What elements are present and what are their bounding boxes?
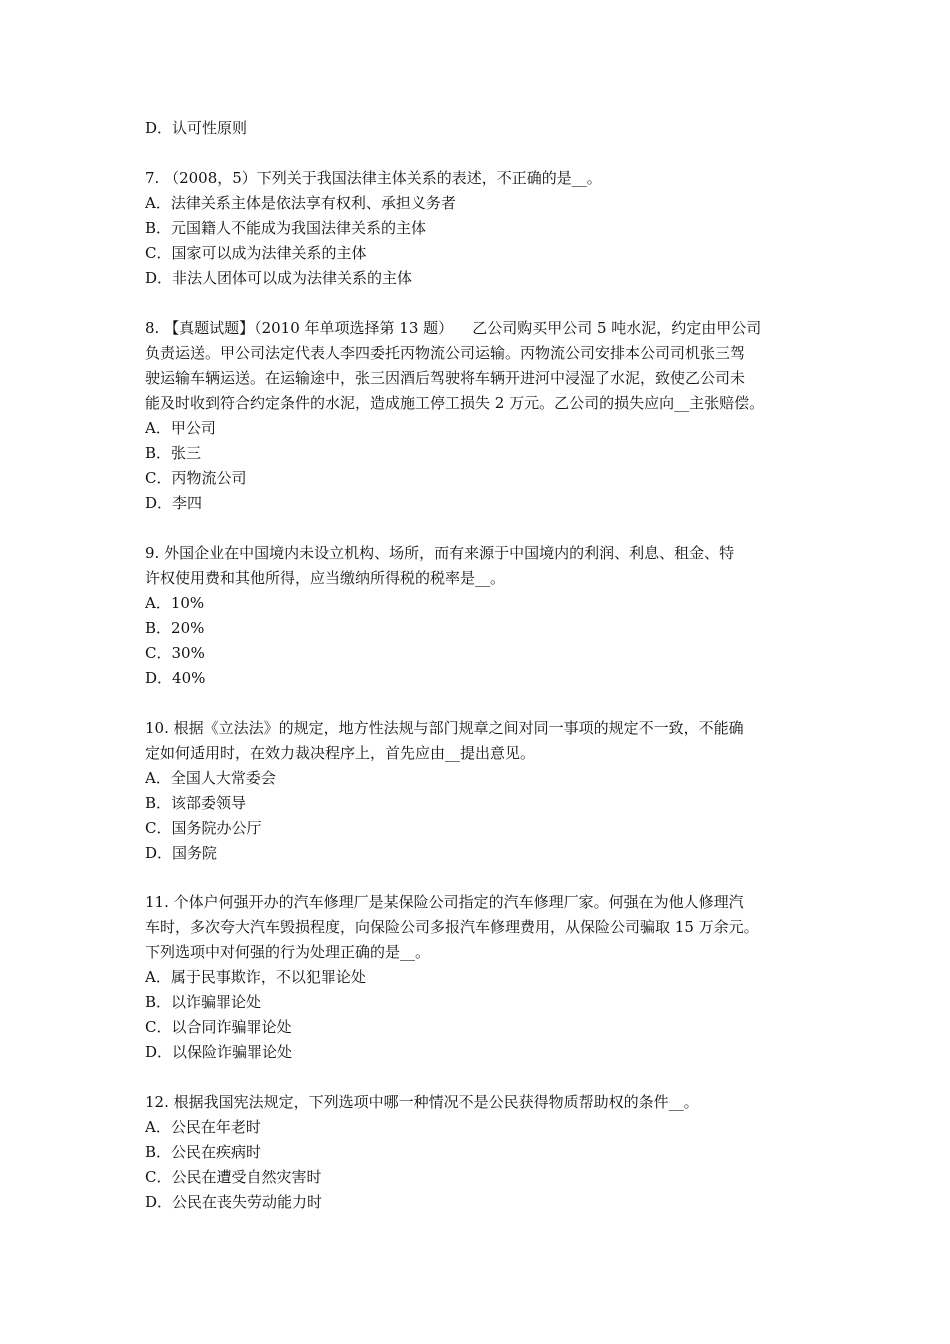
option-d: D．40% (145, 668, 206, 687)
question-stem: 能及时收到符合约定条件的水泥，造成施工停工损失 2 万元。乙公司的损失应向__主张赔偿。 (145, 393, 765, 412)
question-10 (145, 716, 810, 866)
option-d: D．李四 (145, 493, 203, 512)
option-c: C．国家可以成为法律关系的主体 (145, 243, 367, 262)
question-stem: 10. 根据《立法法》的规定，地方性法规与部门规章之间对同一事项的规定不一致，不能确 (145, 718, 744, 737)
option-c: C．公民在遭受自然灾害时 (145, 1168, 322, 1187)
question-stem: 9. 外国企业在中国境内未设立机构、场所，而有来源于中国境内的利润、利息、租金、特 (145, 543, 735, 562)
question-8 (145, 316, 810, 516)
question-stem: 车时，多次夸大汽车毁损程度，向保险公司多报汽车修理费用，从保险公司骗取 15 万余元。 (145, 918, 759, 937)
question-9 (145, 541, 810, 691)
option-b: B．该部委领导 (145, 793, 247, 812)
option-a: A．属于民事欺诈，不以犯罪论处 (145, 968, 366, 987)
question-stem: 定如何适用时，在效力裁决程序上，首先应由__提出意见。 (145, 743, 536, 762)
option-d: D．认可性原则 (145, 119, 248, 137)
option-b: B．以诈骗罪论处 (145, 993, 262, 1012)
option-a: A．公民在年老时 (145, 1118, 261, 1137)
option-a: A．甲公司 (145, 418, 216, 437)
question-stem: 负责运送。甲公司法定代表人李四委托丙物流公司运输。丙物流公司安排本公司司机张三驾 (145, 343, 746, 362)
option-d: D．非法人团体可以成为法律关系的主体 (145, 268, 413, 287)
question-stem: 7. （2008，5）下列关于我国法律主体关系的表述，不正确的是__。 (145, 168, 602, 187)
option-c: C．丙物流公司 (145, 468, 247, 487)
option-b: B．张三 (145, 443, 202, 462)
option-c: C．以合同诈骗罪论处 (145, 1018, 292, 1037)
option-a: A．10% (145, 593, 205, 612)
option-a: A．全国人大常委会 (145, 768, 276, 787)
question-stem: 下列选项中对何强的行为处理正确的是__。 (145, 943, 431, 962)
question-stem: 许权使用费和其他所得，应当缴纳所得税的税率是__。 (145, 568, 506, 587)
question-6 (145, 116, 810, 141)
option-c: C．国务院办公厅 (145, 818, 262, 837)
option-b: B．公民在疾病时 (145, 1143, 262, 1162)
question-stem: 12. 根据我国宪法规定，下列选项中哪一种情况不是公民获得物质帮助权的条件__。 (145, 1093, 699, 1112)
document-page (145, 116, 810, 1215)
question-stem: 驶运输车辆运送。在运输途中，张三因酒后驾驶将车辆开进河中浸湿了水泥，致使乙公司未 (145, 368, 746, 387)
question-11 (145, 890, 810, 1065)
question-stem: 11. 个体户何强开办的汽车修理厂是某保险公司指定的汽车修理厂家。何强在为他人修理汽 (145, 893, 744, 912)
question-7 (145, 166, 810, 291)
option-c: C．30% (145, 643, 205, 662)
option-d: D．公民在丧失劳动能力时 (145, 1193, 323, 1212)
question-12 (145, 1090, 810, 1215)
option-d: D．以保险诈骗罪论处 (145, 1043, 293, 1062)
option-b: B．元国籍人不能成为我国法律关系的主体 (145, 218, 427, 237)
question-stem: 8. 【真题试题】（2010 年单项选择第 13 题） 乙公司购买甲公司 5 吨水泥，约定由甲公司 (145, 318, 762, 337)
option-d: D．国务院 (145, 843, 218, 862)
option-b: B．20% (145, 618, 205, 637)
option-a: A．法律关系主体是依法享有权利、承担义务者 (145, 193, 456, 212)
